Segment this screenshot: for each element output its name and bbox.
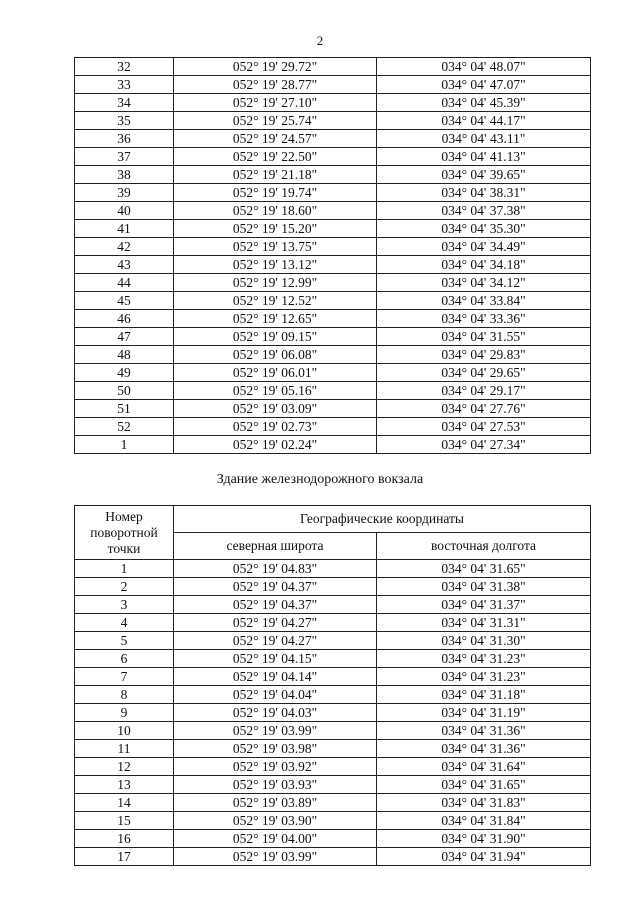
page-number: 2: [316, 33, 324, 48]
longitude-cell: 034° 04' 41.13": [377, 148, 591, 166]
latitude-cell: 052° 19' 02.73": [174, 418, 377, 436]
table-row: [75, 848, 591, 866]
latitude-cell: 052° 19' 04.03": [174, 704, 377, 722]
longitude-cell: 034° 04' 31.30": [377, 632, 591, 650]
table-row: [75, 220, 591, 238]
point-number-cell: 17: [75, 848, 174, 866]
table-row: [75, 364, 591, 382]
longitude-cell: 034° 04' 31.55": [377, 328, 591, 346]
point-number-cell: 15: [75, 812, 174, 830]
latitude-cell: 052° 19' 04.83": [174, 560, 377, 578]
table-row: [75, 614, 591, 632]
point-number-cell: 51: [75, 400, 174, 418]
latitude-cell: 052° 19' 03.92": [174, 758, 377, 776]
latitude-cell: 052° 19' 19.74": [174, 184, 377, 202]
longitude-cell: 034° 04' 31.23": [377, 668, 591, 686]
table-row: [75, 812, 591, 830]
point-number-cell: 13: [75, 776, 174, 794]
table-body: [75, 58, 591, 454]
point-number-cell: 47: [75, 328, 174, 346]
table-row: [75, 346, 591, 364]
table-row: [75, 632, 591, 650]
table-row: [75, 740, 591, 758]
table-row: [75, 328, 591, 346]
latitude-cell: 052° 19' 12.65": [174, 310, 377, 328]
longitude-cell: 034° 04' 31.38": [377, 578, 591, 596]
longitude-cell: 034° 04' 34.12": [377, 274, 591, 292]
point-number-cell: 42: [75, 238, 174, 256]
point-number-cell: 40: [75, 202, 174, 220]
longitude-cell: 034° 04' 31.64": [377, 758, 591, 776]
table-row: [75, 76, 591, 94]
table-row: [75, 436, 591, 454]
latitude-cell: 052° 19' 06.01": [174, 364, 377, 382]
point-number-cell: 10: [75, 722, 174, 740]
point-number-cell: 43: [75, 256, 174, 274]
longitude-cell: 034° 04' 31.36": [377, 722, 591, 740]
longitude-cell: 034° 04' 43.11": [377, 130, 591, 148]
latitude-cell: 052° 19' 04.27": [174, 632, 377, 650]
table-row: [75, 686, 591, 704]
longitude-cell: 034° 04' 31.83": [377, 794, 591, 812]
table-row: [75, 776, 591, 794]
point-number-cell: 52: [75, 418, 174, 436]
table-row: [75, 148, 591, 166]
longitude-cell: 034° 04' 37.38": [377, 202, 591, 220]
table-row: [75, 58, 591, 76]
table-row: [75, 400, 591, 418]
longitude-cell: 034° 04' 27.53": [377, 418, 591, 436]
point-number-cell: 12: [75, 758, 174, 776]
latitude-cell: 052° 19' 03.98": [174, 740, 377, 758]
longitude-cell: 034° 04' 31.94": [377, 848, 591, 866]
point-number-cell: 1: [75, 560, 174, 578]
latitude-cell: 052° 19' 25.74": [174, 112, 377, 130]
latitude-cell: 052° 19' 03.89": [174, 794, 377, 812]
header-north-latitude: северная широта: [174, 533, 377, 560]
latitude-cell: 052° 19' 04.37": [174, 596, 377, 614]
latitude-cell: 052° 19' 06.08": [174, 346, 377, 364]
latitude-cell: 052° 19' 04.14": [174, 668, 377, 686]
latitude-cell: 052° 19' 04.37": [174, 578, 377, 596]
table-row: [75, 418, 591, 436]
point-number-cell: 8: [75, 686, 174, 704]
table-row: [75, 668, 591, 686]
longitude-cell: 034° 04' 33.36": [377, 310, 591, 328]
point-number-cell: 35: [75, 112, 174, 130]
table-row: [75, 166, 591, 184]
table-row: [75, 830, 591, 848]
latitude-cell: 052° 19' 03.90": [174, 812, 377, 830]
longitude-cell: 034° 04' 47.07": [377, 76, 591, 94]
table-body: [75, 560, 591, 866]
longitude-cell: 034° 04' 31.18": [377, 686, 591, 704]
point-number-cell: 3: [75, 596, 174, 614]
longitude-cell: 034° 04' 34.18": [377, 256, 591, 274]
point-number-cell: 16: [75, 830, 174, 848]
latitude-cell: 052° 19' 03.99": [174, 722, 377, 740]
longitude-cell: 034° 04' 31.90": [377, 830, 591, 848]
point-number-cell: 44: [75, 274, 174, 292]
table-row: [75, 256, 591, 274]
latitude-cell: 052° 19' 18.60": [174, 202, 377, 220]
point-number-cell: 5: [75, 632, 174, 650]
longitude-cell: 034° 04' 29.17": [377, 382, 591, 400]
table-row: [75, 184, 591, 202]
latitude-cell: 052° 19' 13.75": [174, 238, 377, 256]
table-row: [75, 274, 591, 292]
longitude-cell: 034° 04' 31.65": [377, 776, 591, 794]
table-header: [75, 506, 591, 560]
point-number-cell: 6: [75, 650, 174, 668]
longitude-cell: 034° 04' 31.65": [377, 560, 591, 578]
latitude-cell: 052° 19' 02.24": [174, 436, 377, 454]
longitude-cell: 034° 04' 31.84": [377, 812, 591, 830]
coordinates-table-continued: [74, 57, 591, 454]
point-number-cell: 7: [75, 668, 174, 686]
table-row: [75, 292, 591, 310]
point-number-cell: 50: [75, 382, 174, 400]
point-number-cell: 32: [75, 58, 174, 76]
point-number-cell: 9: [75, 704, 174, 722]
point-number-cell: 41: [75, 220, 174, 238]
latitude-cell: 052° 19' 04.00": [174, 830, 377, 848]
point-number-cell: 33: [75, 76, 174, 94]
point-number-cell: 46: [75, 310, 174, 328]
point-number-cell: 4: [75, 614, 174, 632]
table-row: [75, 382, 591, 400]
longitude-cell: 034° 04' 48.07": [377, 58, 591, 76]
latitude-cell: 052° 19' 13.12": [174, 256, 377, 274]
longitude-cell: 034° 04' 29.65": [377, 364, 591, 382]
table-row: [75, 596, 591, 614]
table-row: [75, 578, 591, 596]
longitude-cell: 034° 04' 34.49": [377, 238, 591, 256]
table-row: [75, 202, 591, 220]
longitude-cell: 034° 04' 31.36": [377, 740, 591, 758]
longitude-cell: 034° 04' 27.76": [377, 400, 591, 418]
latitude-cell: 052° 19' 03.09": [174, 400, 377, 418]
latitude-cell: 052° 19' 12.52": [174, 292, 377, 310]
point-number-cell: 49: [75, 364, 174, 382]
point-number-cell: 39: [75, 184, 174, 202]
latitude-cell: 052° 19' 15.20": [174, 220, 377, 238]
header-point-number: Номер поворотной точки: [75, 506, 174, 560]
longitude-cell: 034° 04' 33.84": [377, 292, 591, 310]
point-number-cell: 45: [75, 292, 174, 310]
longitude-cell: 034° 04' 31.37": [377, 596, 591, 614]
table-row: [75, 310, 591, 328]
table-row: [75, 794, 591, 812]
latitude-cell: 052° 19' 22.50": [174, 148, 377, 166]
table-row: [75, 112, 591, 130]
latitude-cell: 052° 19' 03.93": [174, 776, 377, 794]
latitude-cell: 052° 19' 05.16": [174, 382, 377, 400]
latitude-cell: 052° 19' 24.57": [174, 130, 377, 148]
table-row: [75, 130, 591, 148]
table-row: [75, 650, 591, 668]
longitude-cell: 034° 04' 35.30": [377, 220, 591, 238]
table-row: [75, 560, 591, 578]
latitude-cell: 052° 19' 09.15": [174, 328, 377, 346]
longitude-cell: 034° 04' 45.39": [377, 94, 591, 112]
latitude-cell: 052° 19' 27.10": [174, 94, 377, 112]
latitude-cell: 052° 19' 29.72": [174, 58, 377, 76]
table-row: [75, 94, 591, 112]
latitude-cell: 052° 19' 04.27": [174, 614, 377, 632]
longitude-cell: 034° 04' 31.31": [377, 614, 591, 632]
point-number-cell: 37: [75, 148, 174, 166]
point-number-cell: 48: [75, 346, 174, 364]
longitude-cell: 034° 04' 29.83": [377, 346, 591, 364]
station-building-coordinates-table: [74, 505, 591, 866]
latitude-cell: 052° 19' 12.99": [174, 274, 377, 292]
point-number-cell: 38: [75, 166, 174, 184]
header-east-longitude: восточная долгота: [377, 533, 591, 560]
latitude-cell: 052° 19' 04.04": [174, 686, 377, 704]
section-title: Здание железнодорожного вокзала: [216, 472, 424, 487]
point-number-cell: 1: [75, 436, 174, 454]
latitude-cell: 052° 19' 03.99": [174, 848, 377, 866]
table-row: [75, 722, 591, 740]
longitude-cell: 034° 04' 31.23": [377, 650, 591, 668]
longitude-cell: 034° 04' 44.17": [377, 112, 591, 130]
longitude-cell: 034° 04' 39.65": [377, 166, 591, 184]
latitude-cell: 052° 19' 21.18": [174, 166, 377, 184]
longitude-cell: 034° 04' 38.31": [377, 184, 591, 202]
header-geo-coordinates: Географические координаты: [174, 506, 591, 533]
point-number-cell: 34: [75, 94, 174, 112]
table-row: [75, 758, 591, 776]
table-row: [75, 704, 591, 722]
latitude-cell: 052° 19' 04.15": [174, 650, 377, 668]
point-number-cell: 2: [75, 578, 174, 596]
point-number-cell: 36: [75, 130, 174, 148]
point-number-cell: 11: [75, 740, 174, 758]
table-row: [75, 238, 591, 256]
latitude-cell: 052° 19' 28.77": [174, 76, 377, 94]
point-number-cell: 14: [75, 794, 174, 812]
longitude-cell: 034° 04' 31.19": [377, 704, 591, 722]
longitude-cell: 034° 04' 27.34": [377, 436, 591, 454]
